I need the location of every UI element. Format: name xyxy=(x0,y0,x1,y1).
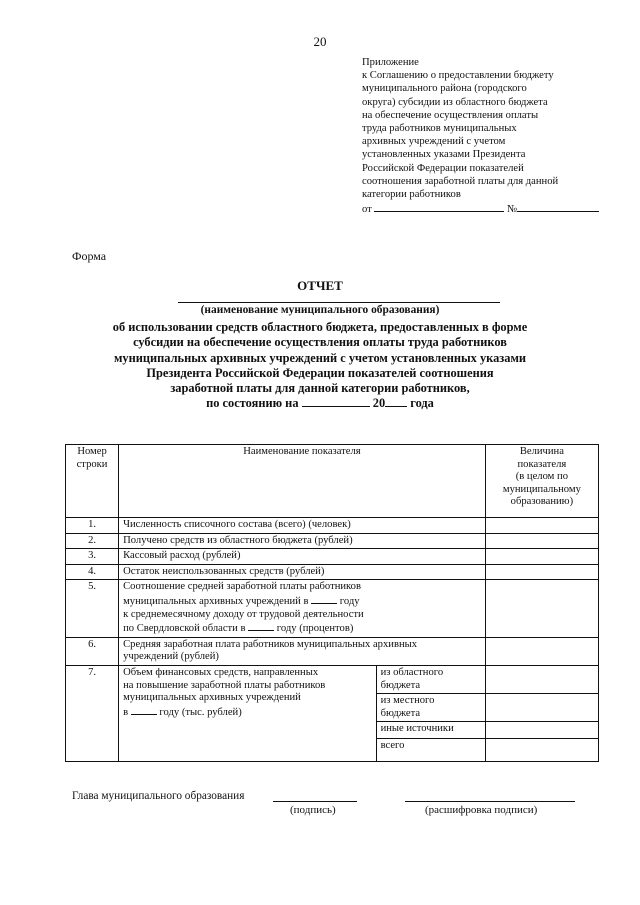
as-of-date-blank[interactable] xyxy=(302,396,370,407)
row-value-cell[interactable] xyxy=(485,549,598,565)
table-row xyxy=(66,518,599,534)
row-number: 5. xyxy=(66,580,119,637)
source-text: из местного xyxy=(380,695,435,707)
appendix-line: соотношения заработной платы для данной xyxy=(362,175,559,187)
row-value-cell[interactable] xyxy=(485,665,598,693)
row-indicator: Остаток неиспользованных средств (рублей) xyxy=(119,564,486,580)
as-of-century: 20 xyxy=(372,396,386,411)
number-sign: № xyxy=(507,204,518,216)
agreement-date-line xyxy=(362,204,599,215)
header-text: муниципальному xyxy=(502,483,581,495)
header-row-number xyxy=(66,445,119,518)
row-indicator: Численность списочного состава (всего) (человек) xyxy=(119,518,486,534)
row-indicator: Кассовый расход (рублей) xyxy=(119,549,486,565)
indicator-line: к среднемесячному доходу от трудовой деятельности xyxy=(123,608,364,620)
signature-label: Глава муниципального образования xyxy=(72,790,245,802)
row-value-cell[interactable] xyxy=(485,694,598,722)
signature-caption: (подпись) xyxy=(290,804,336,816)
row-value-cell[interactable] xyxy=(485,533,598,549)
indicator-line xyxy=(123,621,481,636)
year-blank[interactable] xyxy=(131,705,157,715)
row-value-cell[interactable] xyxy=(485,637,598,665)
table-row xyxy=(66,549,599,565)
source-other: иные источники xyxy=(376,722,485,739)
table-header-row xyxy=(66,445,599,518)
appendix-line: труда работников муниципальных xyxy=(362,123,517,135)
year-blank[interactable] xyxy=(248,621,274,631)
indicator-line xyxy=(123,594,481,609)
as-of-prefix: по состоянию на xyxy=(206,396,299,411)
municipality-name-blank[interactable] xyxy=(178,302,500,303)
report-title: ОТЧЕТ xyxy=(297,278,343,293)
header-value xyxy=(485,445,598,518)
header-text: Величина xyxy=(519,446,564,457)
heading-line: муниципальных архивных учреждений с учетом установленных указами xyxy=(113,350,527,365)
row-number: 4. xyxy=(66,564,119,580)
appendix-line: архивных учреждений с учетом xyxy=(362,136,506,148)
appendix-line: установленных указами Президента xyxy=(362,149,526,161)
table-row xyxy=(66,637,599,665)
header-text: строки xyxy=(76,458,108,470)
indicator-text: году xyxy=(339,595,360,607)
appendix-line: муниципального района (городского xyxy=(362,83,527,95)
source-total: всего xyxy=(376,739,485,762)
row-number: 2. xyxy=(66,533,119,549)
heading-line: субсидии на обеспечение осуществления оплаты труда работников xyxy=(133,335,507,350)
indicator-line xyxy=(123,705,371,720)
header-indicator: Наименование показателя xyxy=(119,445,486,518)
heading-line: заработной платы для данной категории работников, xyxy=(170,381,470,396)
indicator-line: муниципальных архивных учреждений xyxy=(123,692,301,704)
as-of-line xyxy=(70,396,570,411)
as-of-year-blank[interactable] xyxy=(385,396,407,407)
row-number: 1. xyxy=(66,518,119,534)
source-text: бюджета xyxy=(380,707,421,719)
year-blank[interactable] xyxy=(311,594,337,604)
row-indicator xyxy=(119,665,376,761)
date-prefix: от xyxy=(362,204,372,216)
signature-decode-caption: (расшифровка подписи) xyxy=(425,804,538,816)
header-text: образованию) xyxy=(510,496,574,508)
table-row xyxy=(66,580,599,637)
table-row xyxy=(66,665,599,693)
header-text: Номер xyxy=(77,446,107,457)
appendix-line: на обеспечение осуществления оплаты xyxy=(362,109,539,121)
report-table xyxy=(65,444,599,762)
row-number: 7. xyxy=(66,665,119,761)
appendix-line: категории работников xyxy=(362,189,461,201)
indicator-text: в xyxy=(123,706,129,718)
row-indicator xyxy=(119,580,486,637)
row-value-cell[interactable] xyxy=(485,580,598,637)
header-text: показателя xyxy=(517,458,567,470)
indicator-line: учреждений (рублей) xyxy=(123,651,219,663)
indicator-text: году (тыс. рублей) xyxy=(159,706,242,718)
indicator-line: на повышение заработной платы работников xyxy=(123,679,326,691)
row-number: 6. xyxy=(66,637,119,665)
row-number: 3. xyxy=(66,549,119,565)
indicator-line: Средняя заработная плата работников муниципальных архивных xyxy=(123,638,418,650)
row-value-cell[interactable] xyxy=(485,739,598,762)
row-indicator xyxy=(119,637,486,665)
as-of-suffix: года xyxy=(410,396,434,411)
signature-blank[interactable] xyxy=(273,801,357,802)
agreement-date-blank[interactable] xyxy=(374,201,504,212)
signature-decode-blank[interactable] xyxy=(405,801,575,802)
municipality-caption: (наименование муниципального образования) xyxy=(200,304,440,316)
report-heading xyxy=(70,320,570,412)
appendix-block xyxy=(362,56,612,216)
form-label: Форма xyxy=(72,249,107,263)
indicator-text: по Свердловской области в xyxy=(123,623,246,635)
indicator-line: Соотношение средней заработной платы работников xyxy=(123,581,361,593)
appendix-line: Российской Федерации показателей xyxy=(362,162,524,174)
indicator-line: Объем финансовых средств, направленных xyxy=(123,666,319,678)
row-indicator: Получено средств из областного бюджета (рублей) xyxy=(119,533,486,549)
agreement-number-blank[interactable] xyxy=(517,201,599,212)
appendix-line: Приложение xyxy=(362,57,419,68)
row-value-cell[interactable] xyxy=(485,722,598,739)
indicator-text: году (процентов) xyxy=(276,623,354,635)
heading-line: об использовании средств областного бюджета, предоставленных в форме xyxy=(112,320,528,334)
appendix-line: к Соглашению о предоставлении бюджету xyxy=(362,70,554,82)
indicator-text: муниципальных архивных учреждений в xyxy=(123,595,309,607)
source-local-budget xyxy=(376,694,485,722)
source-text: из областного xyxy=(380,666,444,678)
page-number: 20 xyxy=(313,34,327,49)
row-value-cell[interactable] xyxy=(485,518,598,534)
table-row xyxy=(66,533,599,549)
source-regional-budget xyxy=(376,665,485,693)
table-row xyxy=(66,564,599,580)
header-text: (в целом по xyxy=(515,471,568,483)
row-value-cell[interactable] xyxy=(485,564,598,580)
heading-line: Президента Российской Федерации показателей соотношения xyxy=(146,365,494,380)
source-text: бюджета xyxy=(380,679,421,691)
appendix-line: округа) субсидии из областного бюджета xyxy=(362,96,548,108)
